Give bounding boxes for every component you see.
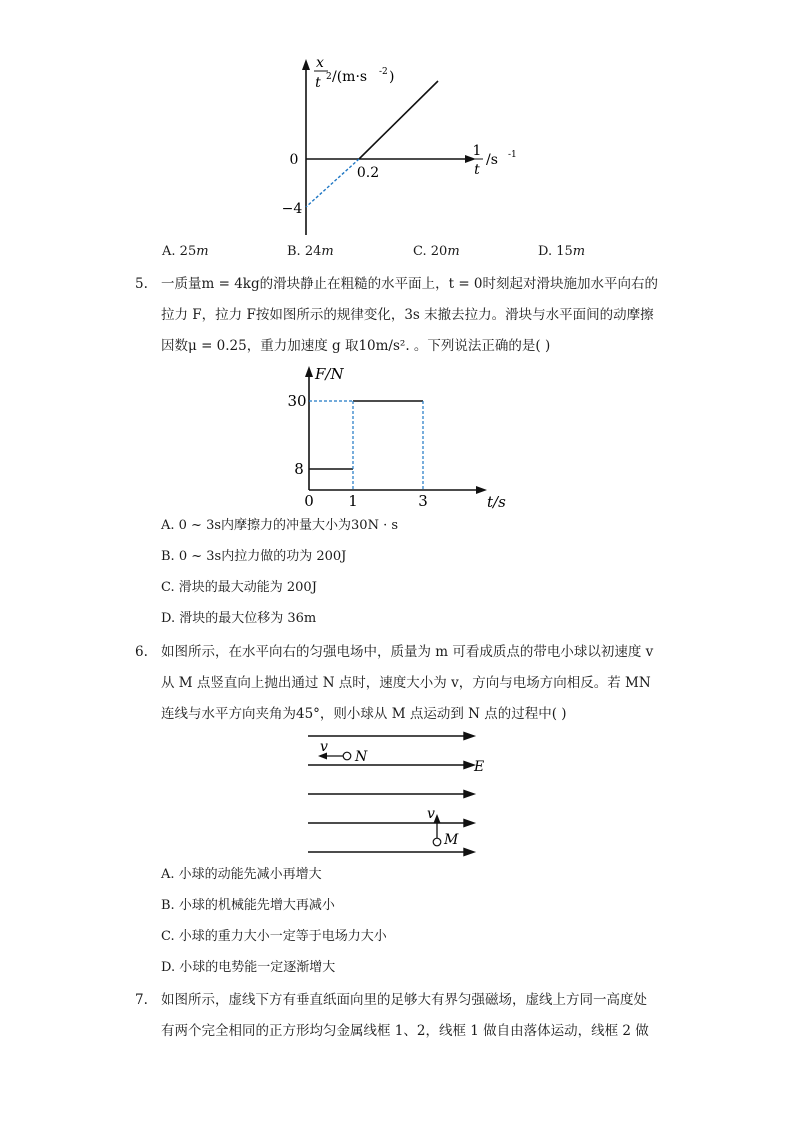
q4-option-d-value: 15 <box>556 244 573 259</box>
q4-option-b-value: 24 <box>304 244 322 259</box>
q4-x-tick-label: 0.2 <box>356 165 380 181</box>
q5-graph <box>285 362 515 512</box>
q4-y-label-den-exp: 2 <box>326 72 332 82</box>
q5-x-tick-0: 0 <box>304 492 314 510</box>
q6-stem-line-3: 连线与水平方向夹角为45°，则小球从 M 点运动到 N 点的过程中( ) <box>161 706 567 722</box>
q4-x-label-num: 1 <box>472 143 482 159</box>
q4-y-unit-exp: -2 <box>379 67 388 77</box>
q6-number: 6. <box>135 644 148 660</box>
q4-option-c[interactable] <box>413 243 460 261</box>
q6-e-label: E <box>474 759 485 775</box>
q5-number: 5. <box>135 276 148 292</box>
q4-y-unit-close: ) <box>389 69 395 85</box>
q6-option-b[interactable]: B. 小球的机械能先增大再减小 <box>161 898 335 913</box>
q5-x-axis-label: t/s <box>487 493 506 511</box>
q4-x-unit: /s <box>486 152 498 168</box>
q4-x-label-den: t <box>474 162 480 178</box>
q5-option-a[interactable]: A. 0 ~ 3s内摩擦力的冲量大小为30N · s <box>161 518 399 533</box>
q5-stem-line-3: 因数μ = 0.25，重力加速度 g 取10m/s². 。下列说法正确的是( ) <box>161 338 551 354</box>
q7-number: 7. <box>135 992 148 1008</box>
q4-option-d[interactable] <box>538 243 585 261</box>
q4-graph <box>270 55 530 240</box>
q6-option-c[interactable]: C. 小球的重力大小一定等于电场力大小 <box>161 929 387 944</box>
q4-option-c-unit: m <box>447 244 460 259</box>
q5-y-tick-30: 30 <box>287 392 307 410</box>
q6-v-label-m: v <box>427 806 435 822</box>
q6-stem-line-1: 如图所示，在水平向右的匀强电场中，质量为 m 可看成质点的带电小球以初速度 v <box>161 644 654 660</box>
q6-m-label: M <box>444 832 459 848</box>
q6-n-label: N <box>355 749 368 765</box>
q5-x-tick-1: 1 <box>348 492 358 510</box>
q4-option-b[interactable] <box>287 243 334 261</box>
q6-stem-line-2: 从 M 点竖直向上抛出通过 N 点时，速度大小为 v，方向与电场方向相反。若 MN <box>161 675 651 691</box>
q4-y-unit: /(m·s <box>332 69 368 85</box>
q4-option-c-letter: C. <box>413 244 427 259</box>
q6-option-d[interactable]: D. 小球的电势能一定逐渐增大 <box>161 960 336 975</box>
q7-stem-line-2: 有两个完全相同的正方形均匀金属线框 1、2，线框 1 做自由落体运动，线框 2 做 <box>161 1023 649 1039</box>
q4-y-label-den: t <box>315 75 321 91</box>
q4-option-b-unit: m <box>321 244 334 259</box>
q5-x-tick-3: 3 <box>418 492 428 510</box>
q5-stem-line-2: 拉力 F，拉力 F按如图所示的规律变化，3s 末撤去拉力。滑块与水平面间的动摩擦 <box>161 307 654 323</box>
q4-option-a-value: 25 <box>179 244 197 259</box>
q7-stem-line-1: 如图所示，虚线下方有垂直纸面向里的足够大有界匀强磁场，虚线上方同一高度处 <box>161 992 647 1008</box>
q4-option-a-unit: m <box>196 244 209 259</box>
q4-option-b-letter: B. <box>287 244 301 259</box>
q4-option-a-letter: A. <box>162 244 176 259</box>
q5-option-b[interactable]: B. 0 ~ 3s内拉力做的功为 200J <box>161 549 347 564</box>
q4-y-tick-label: −4 <box>281 201 303 217</box>
q4-option-c-value: 20 <box>430 244 448 259</box>
q4-option-d-unit: m <box>572 244 586 259</box>
q4-option-a[interactable] <box>162 243 209 261</box>
q5-option-c[interactable]: C. 滑块的最大动能为 200J <box>161 580 317 595</box>
q6-v-label-n: v <box>320 739 328 755</box>
q4-option-d-letter: D. <box>538 244 553 259</box>
q4-x-unit-exp: -1 <box>508 150 517 160</box>
q4-origin-label: 0 <box>289 152 299 168</box>
q6-option-a[interactable]: A. 小球的动能先减小再增大 <box>161 867 322 882</box>
q5-option-d[interactable]: D. 滑块的最大位移为 36m <box>161 611 317 626</box>
q5-y-axis-label: F/N <box>315 365 344 383</box>
q5-y-tick-8: 8 <box>294 460 304 478</box>
q4-y-label-num: x <box>316 55 324 71</box>
q6-field-figure <box>300 728 500 860</box>
q5-stem-line-1: 一质量m = 4kg的滑块静止在粗糙的水平面上，t = 0时刻起对滑块施加水平向右的 <box>161 276 659 292</box>
